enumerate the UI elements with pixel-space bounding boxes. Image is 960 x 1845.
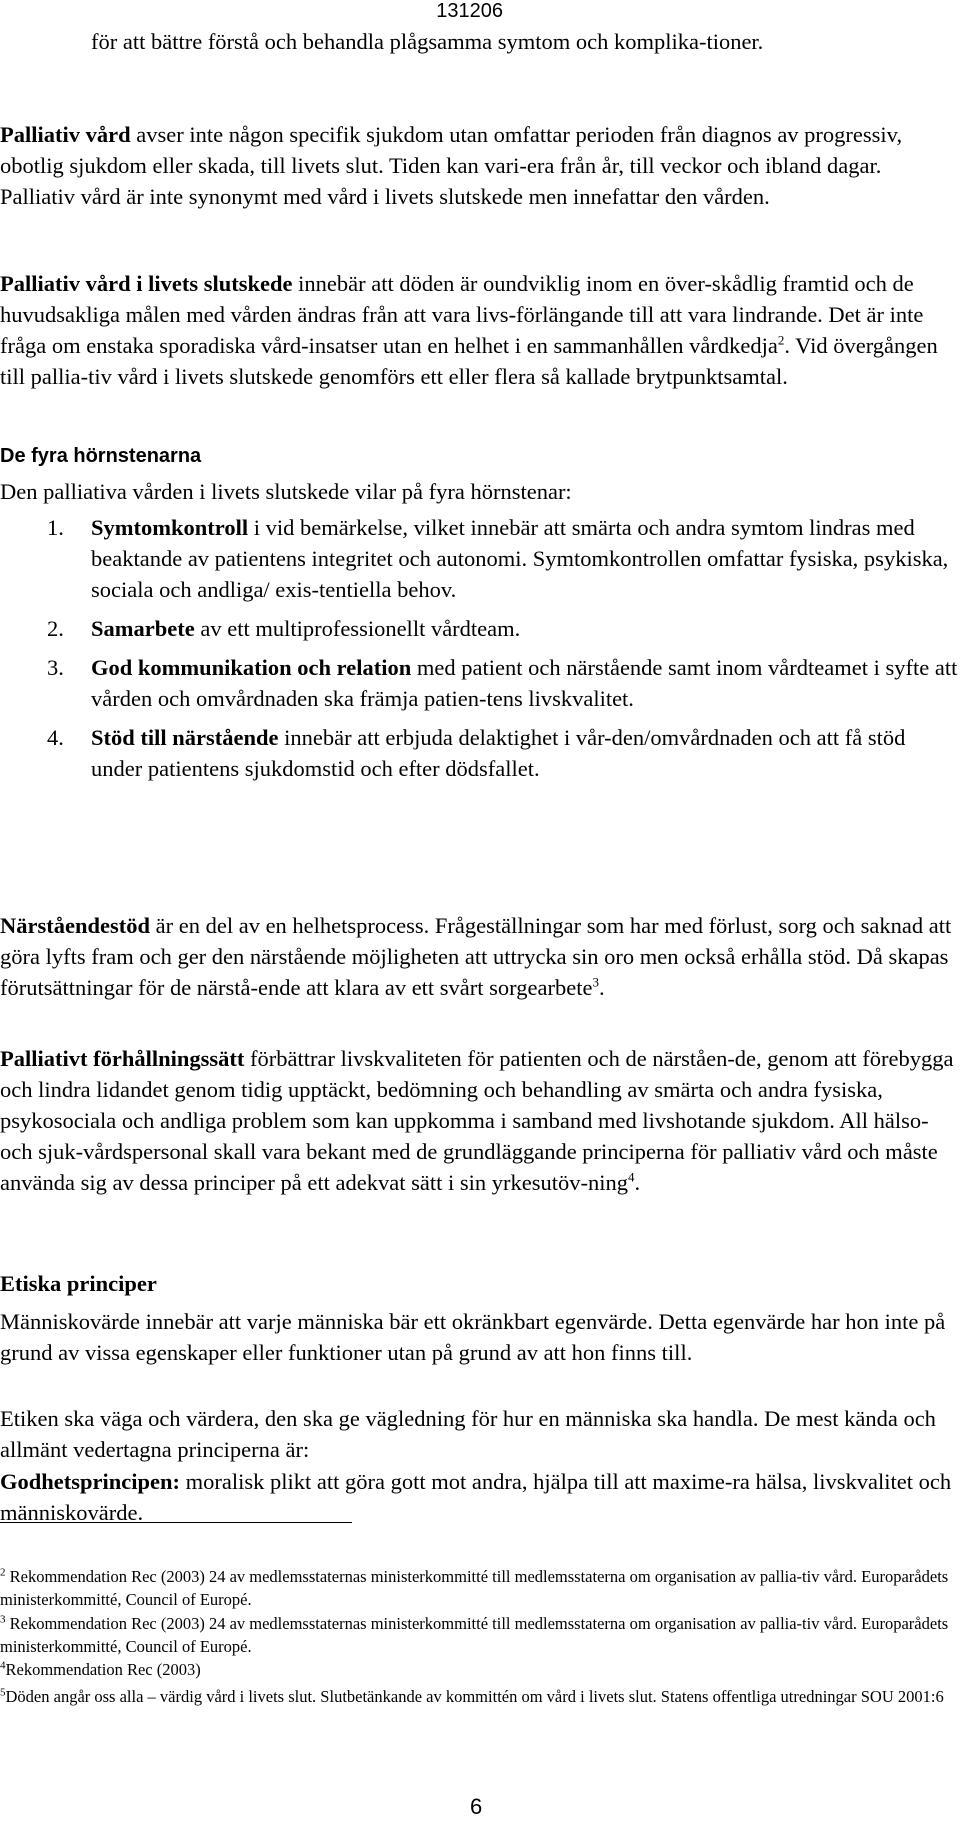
list-item-text: innebär att erbjuda delaktighet i vår-den/omvårdnaden och att få stöd under patientens sjukdomstid och efter dödsfallet.	[91, 725, 906, 781]
intro-paragraph	[91, 26, 911, 57]
human-dignity-paragraph: Människovärde innebär att varje människa bär ett okränkbart egenvärde. Detta egenvärde har hon inte på grund av vissa egenskaper eller funktioner utan på grund av att hon finns till.	[0, 1309, 946, 1365]
footnote-separator	[0, 1522, 352, 1523]
footnote-2	[0, 1565, 960, 1611]
relatives-support-paragraph	[0, 910, 960, 1003]
list-item	[0, 613, 960, 644]
footnote-number: 4	[0, 1659, 6, 1672]
footnote-number: 2	[0, 1566, 6, 1579]
list-item-term: Symtomkontroll	[91, 515, 249, 540]
palliative-care-term: Palliativ vård	[0, 122, 131, 147]
sentence-end: .	[634, 1170, 641, 1195]
list-item-text: med patient och närstående samt inom vårdteamet i syfte att vården och omvårdnaden ska främja patien-tens livskvalitet.	[91, 655, 958, 711]
beneficence-term: Godhetsprincipen:	[0, 1469, 181, 1494]
document-code: 131206	[436, 0, 503, 22]
page-number: 6	[470, 1794, 483, 1819]
list-item-text: i vid bemärkelse, vilket innebär att smärta och andra symtom lindras med beaktande av patientens integritet och autonomi. Symtomkontrollen omfattar fysiska, psykiska, sociala och andliga/ exis-tentiella behov.	[91, 515, 949, 602]
palliative-care-text: avser inte någon specifik sjukdom utan omfattar perioden från diagnos av progressiv, obotlig sjukdom eller skada, till livets slut. Tiden kan vari-era från år, till veckor och ibland dagar. Palliativ vård är inte synonymt med vård i livets slutskede men innefattar den vården.	[0, 122, 903, 209]
palliative-approach-text: förbättrar livskvaliteten för patienten och de närståen-de, genom att förebygga och lindra lidandet genom tidig upptäckt, bedömning och behandling av smärta och andra fysiska, psykosociala och andliga problem som kan uppkomma i samband med livshotande sjukdom. All hälso- och sjuk-vårdspersonal skall vara bekant med de grundläggande principerna för palliativ vård och måste använda sig av dessa principer på ett adekvat sätt i sin yrkesutöv-ning	[0, 1046, 954, 1195]
footnote-text: Rekommendation Rec (2003) 24 av medlemsstaternas ministerkommitté till medlemsstaterna om organisation av pallia-tiv vård. Europarådets ministerkommitté, Council of Europé.	[0, 1567, 949, 1609]
ethics-heading: Etiska principer	[0, 1271, 157, 1296]
beneficence-text: moralisk plikt att göra gott mot andra, hjälpa till att maxime-ra hälsa, livskvalitet och människovärde.	[0, 1469, 952, 1525]
ethics-paragraph: Etiken ska väga och värdera, den ska ge vägledning för hur en människa ska handla. De mest kända och allmänt vedertagna principerna är:	[0, 1406, 936, 1462]
list-item-number: 2.	[47, 616, 64, 641]
footnote-text: Rekommendation Rec (2003) 24 av medlemsstaternas ministerkommitté till medlemsstaterna om organisation av pallia-tiv vård. Europarådets ministerkommitté, Council of Europé.	[0, 1614, 949, 1656]
footnote-ref-3: 3	[592, 974, 599, 990]
footnote-ref-2: 2	[777, 332, 785, 348]
list-item-term: Stöd till närstående	[91, 725, 279, 750]
end-of-life-text-2: . Vid övergången till pallia-tiv vård i livets slutskede genomförs ett eller flera så kallade brytpunktsamtal.	[0, 333, 938, 389]
list-item-number: 1.	[47, 515, 64, 540]
footnote-number: 5	[0, 1686, 6, 1699]
end-of-life-term: Palliativ vård i livets slutskede	[0, 271, 293, 296]
footnote-number: 3	[0, 1613, 6, 1626]
footnote-4	[0, 1658, 960, 1681]
list-item-number: 3.	[47, 655, 64, 680]
cornerstones-intro: Den palliativa vården i livets slutskede vilar på fyra hörnstenar:	[0, 479, 572, 504]
list-item-text: av ett multiprofessionellt vårdteam.	[194, 616, 521, 641]
palliative-care-paragraph	[0, 119, 960, 212]
palliative-approach-paragraph	[0, 1043, 960, 1198]
cornerstones-heading: De fyra hörnstenarna	[0, 445, 202, 467]
list-item	[0, 722, 960, 784]
end-of-life-text-1: innebär att döden är oundviklig inom en över-skådlig framtid och de huvudsakliga målen med vården ändras från att vara livs-förlängande till att vara lindrande. Det är inte fråga om enstaka sporadiska vård-insatser utan en helhet i en sammanhållen vårdkedja	[0, 271, 924, 358]
footnote-text: Döden angår oss alla – värdig vård i livets slut. Slutbetänkande av kommittén om vård i livets slut. Statens offentliga utredningar SOU 2001:6	[5, 1687, 944, 1706]
intro-text: för att bättre förstå och behandla plågsamma symtom och komplika-tioner.	[91, 29, 764, 54]
sentence-end: .	[598, 975, 605, 1000]
footnote-text: Rekommendation Rec (2003)	[5, 1660, 201, 1679]
end-of-life-paragraph	[0, 268, 960, 392]
footnote-5	[0, 1685, 960, 1708]
list-item-term: Samarbete	[91, 616, 195, 641]
palliative-approach-term: Palliativt förhållningssätt	[0, 1046, 245, 1071]
list-item	[0, 652, 960, 714]
cornerstones-list	[0, 512, 960, 784]
footnote-ref-4: 4	[627, 1169, 635, 1185]
relatives-support-term: Närståendestöd	[0, 913, 150, 938]
footnote-3	[0, 1612, 960, 1658]
relatives-support-text: är en del av en helhetsprocess. Frågeställningar som har med förlust, sorg och saknad att göra lyfts fram och ger den närstående möjligheten att uttrycka sin oro men också erhålla stöd. Då skapas förutsättningar för de närstå-ende att klara av ett svårt sorgearbete	[0, 913, 952, 1000]
list-item-term: God kommunikation och relation	[91, 655, 412, 680]
beneficence-paragraph	[0, 1466, 960, 1528]
list-item	[0, 512, 960, 605]
list-item-number: 4.	[47, 725, 64, 750]
